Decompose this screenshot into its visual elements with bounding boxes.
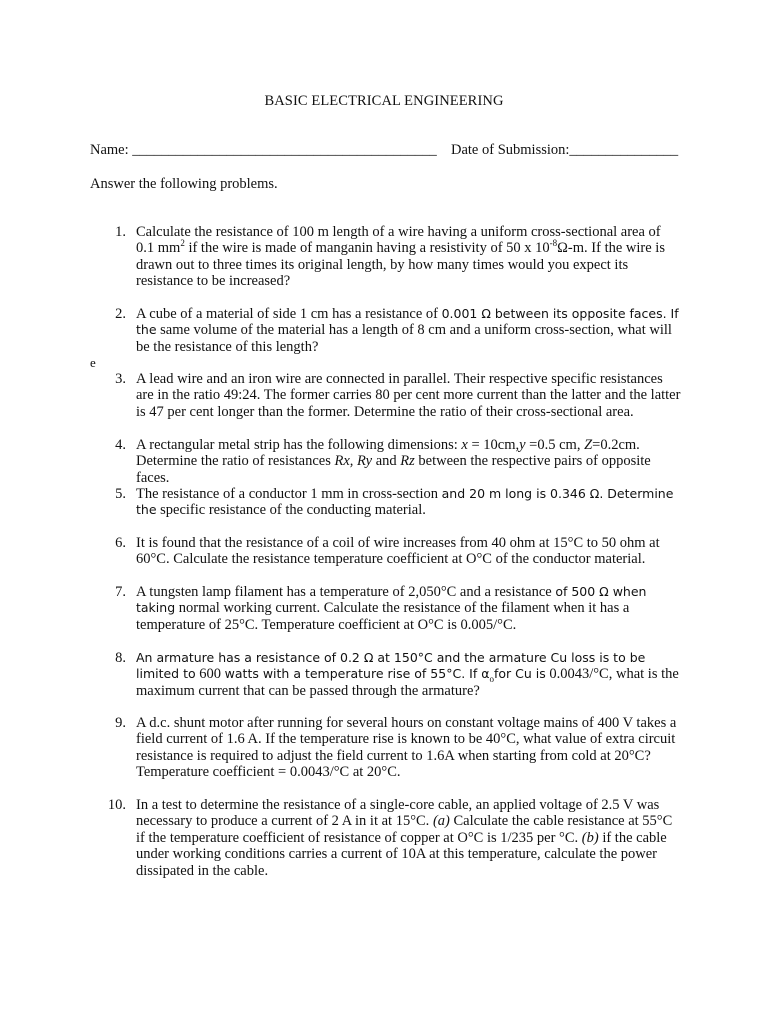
problem-text-segment: Calculate the resistance of 100 m length of a wire having a uniform cross-sectional area of 0.1 mm bbox=[136, 224, 661, 257]
problem-text bbox=[136, 650, 681, 699]
variable-x: x bbox=[461, 437, 468, 453]
problem-text bbox=[136, 306, 681, 355]
problem-text-segment: of 500 Ω when taking bbox=[136, 584, 647, 616]
problem-text-segment: 0.001 Ω between its opposite faces. If the bbox=[136, 306, 679, 338]
problem-text-segment: same volume of the material has a length of 8 cm and a uniform cross-section, what will be the resistance of this length? bbox=[136, 322, 672, 355]
problem-number: 2. bbox=[115, 306, 126, 322]
problem-text: A d.c. shunt motor after running for several hours on constant voltage mains of 400 V takes a field current of 1.6 A. If the temperature rise is known to be 40°C, what value of extra circuit resistance is required to adjust the field current to 1.6A when starting from cold at 20°C? Temperature coefficient = 0.0043/°C at 20°C. bbox=[136, 715, 677, 781]
instructions: Answer the following problems. bbox=[90, 176, 278, 192]
problem-text-segment: watts with a temperature rise of 55°C. If α bbox=[224, 666, 490, 682]
problem-number: 5. bbox=[115, 486, 126, 502]
date-of-submission-field bbox=[451, 142, 678, 159]
document-title: BASIC ELECTRICAL ENGINEERING bbox=[264, 93, 504, 109]
problem-text-segment: normal working current. Calculate the resistance of the filament when it has a temperature of 25°C. Temperature coefficient at O°C is 0.005/°C. bbox=[136, 600, 630, 633]
problem-number: 6. bbox=[115, 535, 126, 551]
date-of-submission-label: Date of Submission: bbox=[451, 142, 570, 158]
problem-text bbox=[136, 437, 681, 486]
problem-text-segment: between the respective pairs of opposite faces. bbox=[136, 453, 651, 486]
problem-text-segment: if the cable under working conditions carries a current of 10A at this temperature, calculate the power dissipated in the cable. bbox=[136, 829, 667, 879]
problem-number: 9. bbox=[115, 715, 126, 731]
margin-mark: e bbox=[90, 355, 96, 370]
problem-text-segment: and 20 m long is 0.346 Ω. Determine the bbox=[136, 486, 674, 518]
problem-text-segment: if the wire is made of manganin having a resistivity of 50 x 10 bbox=[184, 240, 550, 257]
problem-number: 8. bbox=[115, 650, 126, 666]
problem-number: 10. bbox=[107, 797, 126, 813]
variable-z: Z bbox=[584, 437, 593, 453]
problem-text-segment: and bbox=[372, 453, 401, 470]
problem-number: 1. bbox=[115, 224, 126, 240]
variable-rx-ry: Rx, Ry bbox=[334, 453, 373, 470]
problem-text bbox=[136, 797, 681, 879]
problem-text-segment: 0.0043/°C, what is the maximum current that can be passed through the armature? bbox=[136, 666, 679, 699]
part-label-a: (a) bbox=[432, 813, 450, 830]
variable-y: y bbox=[519, 437, 526, 453]
name-blank-line: __________________________________________ bbox=[132, 142, 437, 158]
name-field bbox=[90, 142, 437, 159]
problem-number: 4. bbox=[115, 437, 126, 453]
superscript: 2 bbox=[180, 238, 185, 249]
problem-text-segment: An armature has a resistance of 0.2 Ω at 150°C and the armature Cu loss is to be limited to bbox=[136, 650, 646, 682]
problem-number: 7. bbox=[115, 584, 126, 600]
problem-text-segment: A tungsten lamp filament has a temperature of 2,050°C and a resistance bbox=[136, 584, 556, 600]
variable-rz: Rz bbox=[400, 453, 415, 470]
problem-text-segment: 600 bbox=[195, 666, 225, 683]
problem-text-segment: In a test to determine the resistance of a single-core cable, an applied voltage of 2.5 V was necessary to produce a current of 2 A in it at 15°C. bbox=[136, 797, 660, 830]
problem-text-segment: specific resistance of the conducting material. bbox=[156, 502, 426, 519]
superscript: -8 bbox=[549, 238, 558, 249]
name-label: Name: bbox=[90, 142, 129, 158]
problem-text-segment: =0.2cm. Determine the ratio of resistances bbox=[136, 437, 640, 470]
problem-text-segment: The resistance of a conductor 1 mm in cross-section bbox=[136, 486, 442, 502]
problem-text-segment: A cube of a material of side 1 cm has a resistance of bbox=[136, 306, 442, 322]
problem-text-segment: =0.5 cm, bbox=[525, 437, 585, 453]
problem-text-segment: Calculate the cable resistance at 55°C if the temperature coefficient of resistance of copper at O°C is 1/235 per °C. bbox=[136, 813, 673, 846]
date-blank-line: _______________ bbox=[569, 142, 679, 158]
problem-text-segment: A rectangular metal strip has the following dimensions: bbox=[136, 437, 462, 453]
problem-text bbox=[136, 486, 681, 519]
problem-text-segment: = 10cm, bbox=[467, 437, 520, 453]
part-label-b: (b) bbox=[581, 829, 599, 846]
subscript: o bbox=[489, 674, 494, 685]
problem-text bbox=[136, 224, 681, 290]
problem-text bbox=[136, 584, 681, 633]
problem-text: It is found that the resistance of a coil of wire increases from 40 ohm at 15°C to 50 ohm at 60°C. Calculate the resistance temperature coefficient at O°C of the conductor material. bbox=[136, 535, 660, 568]
problem-number: 3. bbox=[115, 371, 126, 387]
problem-text: A lead wire and an iron wire are connected in parallel. Their respective specific resistances are in the ratio 49:24. The former carries 80 per cent more current than the latter and the latter is 47 per cent longer than the former. Determine the ratio of their cross-sectional area. bbox=[136, 371, 681, 420]
problem-text-segment: Ω-m. If the wire is drawn out to three times its original length, by how many times would you expect its resistance to be increased? bbox=[136, 240, 665, 290]
problem-text-segment: for Cu is bbox=[493, 666, 546, 682]
